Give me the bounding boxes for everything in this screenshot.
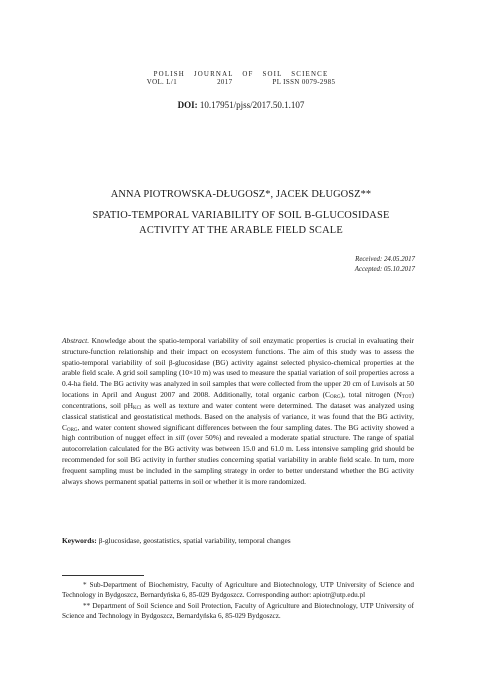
- abstract-text-6: (over 50%) and revealed a moderate spatial structure. The range of spatial autocorrelation calculated for the BG activity was between 15.0 and 61.0 m. Less intensive sampling grid should be recommended for soil BG activity in further studies concerning spatial variability in arable field scale. In turn, more frequent sampling must be included in the sampling strategy in order to better understand whether the BG activity always shows permanent spatial patterns in soil or whether it is more randomized.: [62, 433, 414, 486]
- abstract-text-2: ), total nitrogen (N: [340, 390, 402, 400]
- footnote-1: * Sub-Department of Biochemistry, Faculty of Agriculture and Biotechnology, UTP University of Science and Technology in Bydgoszcz, Bernardyńska 6, 85-029 Bydgoszcz. Corresponding author: apiotr@utp.edu.pl: [62, 581, 414, 600]
- abstract-text-5: , and water content showed significant differences between the four sampling dates. The BG activity showed a high contribution of nugget effect in: [62, 422, 414, 443]
- journal-volume: VOL. L/1: [146, 79, 178, 86]
- footnotes: [62, 580, 414, 622]
- article-dates: [355, 255, 415, 275]
- keywords-label: Keywords:: [62, 536, 97, 545]
- received-date: Received: 24.05.2017: [355, 256, 415, 263]
- abstract-text-1: Knowledge about the spatio-temporal variability of soil enzymatic properties is crucial in evaluating their structure-function relationship and their impact on ecosystem functions. The aim of this study was to assess the spatio-temporal variability of soil β-glucosidase (BG) activity against selected physico-chemical properties at the arable field scale. A grid soil sampling (10×10 m) was used to measure the spatial variation of soil properties across a 0.4-ha field. The BG activity was analyzed in soil samples that were collected from the upper 20 cm of Luvisols at 50 locations in April and August 2007 and 2008. Additionally, total organic carbon (C: [62, 336, 414, 400]
- keywords-text: β-glucosidase, geostatistics, spatial variability, temporal changes: [98, 536, 291, 545]
- abstract-sub-corg: ORG: [330, 395, 341, 401]
- abstract: [62, 336, 414, 487]
- journal-name: POLISH JOURNAL OF SOIL SCIENCE: [153, 71, 329, 78]
- footnote-divider: [62, 575, 144, 576]
- abstract-text-3: ) concentrations, soil pH: [62, 390, 414, 410]
- doi-value[interactable]: 10.17951/pjss/2017.50.1.107: [199, 100, 305, 110]
- paper-title: [60, 208, 422, 238]
- journal-header: [0, 71, 482, 87]
- keywords: [62, 536, 414, 546]
- abstract-sub-kcl: KCl: [133, 405, 142, 411]
- abstract-sub-ntot: TOT: [401, 395, 412, 401]
- journal-meta: [0, 79, 482, 87]
- authors: ANNA PIOTROWSKA-DŁUGOSZ*, JACEK DŁUGOSZ**: [110, 189, 372, 200]
- abstract-label: Abstract.: [62, 336, 90, 345]
- abstract-sub-corg-2: ORG: [66, 427, 78, 433]
- accepted-date: Accepted: 05.10.2017: [354, 266, 415, 273]
- doi-label: DOI:: [177, 100, 198, 110]
- abstract-text-4: as well as texture and water content were determined. The dataset was analyzed using classical statistical and geostatistical methods. Based on the analysis of variance, it was found that the BG activity, C: [62, 400, 414, 432]
- abstract-italic-sill: sill: [175, 433, 185, 443]
- title-line-1: SPATIO-TEMPORAL VARIABILITY OF SOIL Β-GLUCOSIDASE: [92, 210, 390, 221]
- journal-issn: PL ISSN 0079-2985: [272, 79, 336, 86]
- doi-line: [0, 100, 482, 111]
- journal-year: 2017: [217, 79, 233, 86]
- title-line-2: ACTIVITY AT THE ARABLE FIELD SCALE: [139, 225, 343, 236]
- footnote-2: ** Department of Soil Science and Soil Protection, Faculty of Agriculture and Biotechnology, UTP University of Science and Technology in Bydgoszcz, Bernardyńska 6, 85-029 Bydgoszcz.: [62, 601, 414, 621]
